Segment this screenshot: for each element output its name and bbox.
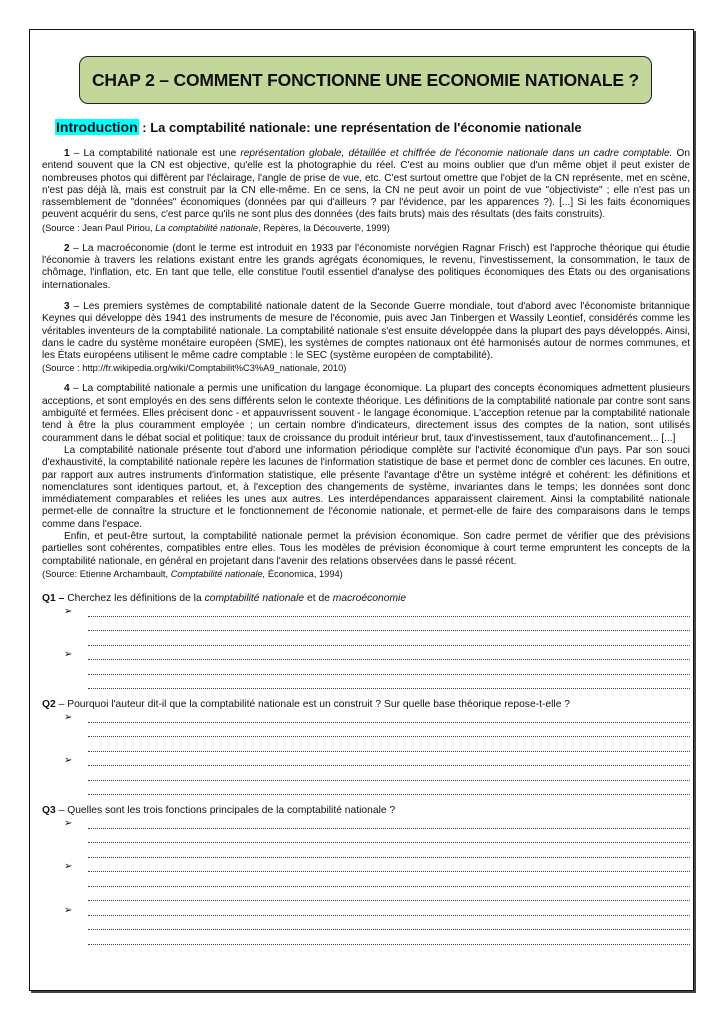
answer-line[interactable]: [42, 666, 690, 681]
dotted-line: [88, 722, 690, 723]
dotted-line: [88, 900, 690, 901]
source-text: (Source : Jean Paul Piriou,: [42, 222, 156, 233]
question-2: [42, 698, 690, 711]
document-body: [42, 148, 690, 950]
question-term: macroéconomie: [332, 592, 407, 604]
source-text: , Repères, la Découverte, 1999): [258, 222, 390, 233]
source-title: Comptabilité nationale,: [170, 568, 266, 579]
question-text: et de: [304, 592, 333, 604]
question-text: Cherchez les définitions de la: [64, 592, 205, 604]
source-text: (Source: Etienne Archambault,: [42, 568, 171, 579]
answer-line[interactable]: [42, 904, 690, 922]
doc-text: – Les premiers systèmes de comptabilité nationale datent de la Seconde Guerre mondiale, tout d'abord avec l'économiste britannique Keynes qui développe dès 1941 des instruments de mesure de l'économie, puis avec Jan Tinbergen et Wassily Leontief, considérés comme les véritables inventeurs de la comptabilité nationale. La comptabilité nationale s'est ensuite développée dans la plupart des pays développés. Ainsi, dans le cadre du système monétaire européen (SME), les systèmes de comptes nationaux ont été harmonisés autour de normes communes, et les États européens utilisent le même cadre comptable : le SEC (système européen de comptabilité).: [42, 300, 690, 362]
dotted-line: [88, 736, 690, 737]
doc-text: – La comptabilité nationale a permis une unification du langage économique. La plupart des concepts économiques admettent plusieurs acceptions, et sont employés en des sens différents selon le contexte théorique. Les définitions de la comptabilité nationale par contre sont sans ambiguïté et fermées. Elles précisent donc - et appauvrissent souvent - le langage économique. L'acception retenue par la comptabilité nationale tend à être la plus couramment employée ; un certain nombre d'indicateurs, directement issus des comptes de la nation, sont utilisés couramment dans le débat social et politique: taux de croissance du produit intérieur brut, taux d'investissement, taux d'autofinancement... [...]: [42, 383, 690, 444]
dotted-line: [88, 780, 690, 781]
answer-line[interactable]: [42, 834, 690, 849]
answer-line[interactable]: [42, 711, 690, 729]
question-text: – Pourquoi l'auteur dit-il que la comptabilité nationale est un construit ? Sur quelle base théorique repose-t-elle ?: [55, 698, 571, 710]
question-1: [42, 592, 690, 605]
dotted-line: [88, 842, 690, 843]
chapter-title-box: [79, 56, 652, 104]
arrow-bullet-icon: ➢: [64, 817, 73, 829]
dotted-line: [88, 630, 690, 631]
dotted-line: [88, 871, 690, 872]
document-2: [42, 243, 690, 292]
answer-line[interactable]: [42, 605, 690, 623]
question-3: [42, 804, 690, 817]
dotted-line: [88, 794, 690, 795]
dotted-line: [88, 828, 690, 829]
question-label: Q2: [42, 698, 56, 710]
answer-line[interactable]: [42, 651, 690, 666]
document-4: [42, 383, 690, 444]
answer-line[interactable]: [42, 878, 690, 893]
document-1: [42, 148, 690, 222]
answer-area-q1[interactable]: [42, 605, 690, 695]
answer-line[interactable]: [42, 892, 690, 907]
answer-area-q3[interactable]: [42, 817, 690, 951]
question-text: – Quelles sont les trois fonctions principales de la comptabilité nationale ?: [55, 804, 396, 816]
doc-text: – La comptabilité nationale est une: [69, 148, 241, 159]
answer-line[interactable]: [42, 637, 690, 652]
answer-line[interactable]: [42, 849, 690, 864]
arrow-bullet-icon: ➢: [64, 904, 73, 916]
question-label: Q3: [42, 804, 56, 816]
answer-line[interactable]: [42, 936, 690, 951]
arrow-bullet-icon: ➢: [64, 711, 73, 723]
answer-line[interactable]: [42, 772, 690, 787]
document-3: [42, 301, 690, 362]
doc-number: 3: [64, 300, 70, 312]
dotted-line: [88, 659, 690, 660]
answer-line[interactable]: [42, 728, 690, 743]
chapter-title: CHAP 2 – COMMENT FONCTIONNE UNE ECONOMIE NATIONALE ?: [91, 69, 640, 90]
doc-text: On entend souvent que la CN est objective, qu'elle est la photographie du réel. C'est au moins oublier que d'un même objet il peut exister de nombreuses photos qui diffèrent par l'éclairage, l'angle de prise de vue, etc. C'est surtout omettre que l'objet de la CN représente, met en scène, n'est pas déjà là, mais est construit par la CN elle-même. En ce sens, la CN ne peut avoir un point de vue "objectiviste" ; elle n'est pas un rassemblement de "données" économiques (données par qui d'ailleurs ? par l'évidence, par les apparences ?). [...] Si les faits économiques peuvent acquérir du sens, c'est parce qu'ils ne sont plus des données (des faits bruts) mais des résultats (des faits construits).: [42, 148, 690, 221]
source-text: Économica, 1994): [265, 568, 343, 579]
answer-line[interactable]: [42, 863, 690, 878]
doc-number: 2: [64, 242, 70, 254]
answer-line[interactable]: [42, 757, 690, 772]
doc-text: – La macroéconomie (dont le terme est introduit en 1933 par l'économiste norvégien Ragnar Frisch) est l'approche théorique qui étudie l'économie à travers les relations existant entre les grands agrégats économiques, le revenu, l'investissement, la consommation, le taux de chômage, l'inflation, etc. En tant que telle, elle constitue l'outil essentiel d'analyse des politiques économiques des États ou des organisations internationales.: [42, 242, 690, 291]
dotted-line: [88, 751, 690, 752]
document-4-paragraph-3: Enfin, et peut-être surtout, la comptabilité nationale permet la prévision économique. Son cadre permet de vérifier que des prévisions partielles sont cohérentes, compatibles entre elles. Tous les modèles de prévision économique à court terme empruntent les concepts de la comptabilité nationale, en général en projetant dans l'avenir des relations observées dans le passé récent.: [42, 531, 690, 567]
document-1-source: [42, 222, 690, 234]
dotted-line: [88, 645, 690, 646]
question-label: Q1 –: [42, 592, 65, 604]
answer-line[interactable]: [42, 743, 690, 758]
answer-line[interactable]: [42, 622, 690, 637]
dotted-line: [88, 929, 690, 930]
dotted-line: [88, 944, 690, 945]
source-title: La comptabilité nationale: [155, 222, 259, 233]
dotted-line: [88, 915, 690, 916]
intro-label: Introduction: [56, 119, 138, 135]
answer-line[interactable]: [42, 921, 690, 936]
document-4-source: [42, 568, 690, 580]
arrow-bullet-icon: ➢: [64, 605, 73, 617]
dotted-line: [88, 857, 690, 858]
doc-number: 1: [64, 148, 70, 159]
answer-line[interactable]: [42, 680, 690, 695]
arrow-bullet-icon: ➢: [64, 649, 73, 661]
doc-number: 4: [64, 383, 70, 395]
dotted-line: [88, 674, 690, 675]
document-4-paragraph-2: La comptabilité nationale présente tout d'abord une information périodique complète sur l'activité économique d'un pays. Par son souci d'exhaustivité, la comptabilité nationale repère les lacunes de l'information statistique de base et permet donc de combler ces lacunes. En outre, par rapport aux autres instruments d'information statistique, elle présente l'avantage d'être un système intégré et cohérent: les définitions et nomenclatures sont identiques partout, et, à l'exception des changements de système, invariantes dans le temps; les données sont donc immédiatement comparables et reliées les unes aux autres. Les interdépendances apparaissent clairement. Ainsi la comptabilité nationale permet-elle de connaître la structure et le fonctionnement de l'économie nationale, et permet-elle de faire des comparaisons dans le temps comme dans l'espace.: [42, 444, 690, 530]
dotted-line: [88, 616, 690, 617]
answer-area-q2[interactable]: [42, 711, 690, 801]
intro-subtitle: : La comptabilité nationale: une représentation de l'économie nationale: [138, 120, 582, 135]
arrow-bullet-icon: ➢: [64, 755, 73, 767]
answer-line[interactable]: [42, 817, 690, 835]
dotted-line: [88, 688, 690, 689]
intro-heading: [55, 119, 582, 135]
dotted-line: [88, 886, 690, 887]
answer-line[interactable]: [42, 786, 690, 801]
document-3-source: (Source : http://fr.wikipedia.org/wiki/Comptabilit%C3%A9_nationale, 2010): [42, 363, 347, 374]
doc-text-italic: représentation globale, détaillée et chiffrée de l'économie nationale dans un cadre comptable.: [240, 148, 673, 159]
arrow-bullet-icon: ➢: [64, 861, 73, 873]
dotted-line: [88, 765, 690, 766]
question-term: comptabilité nationale: [204, 592, 305, 604]
